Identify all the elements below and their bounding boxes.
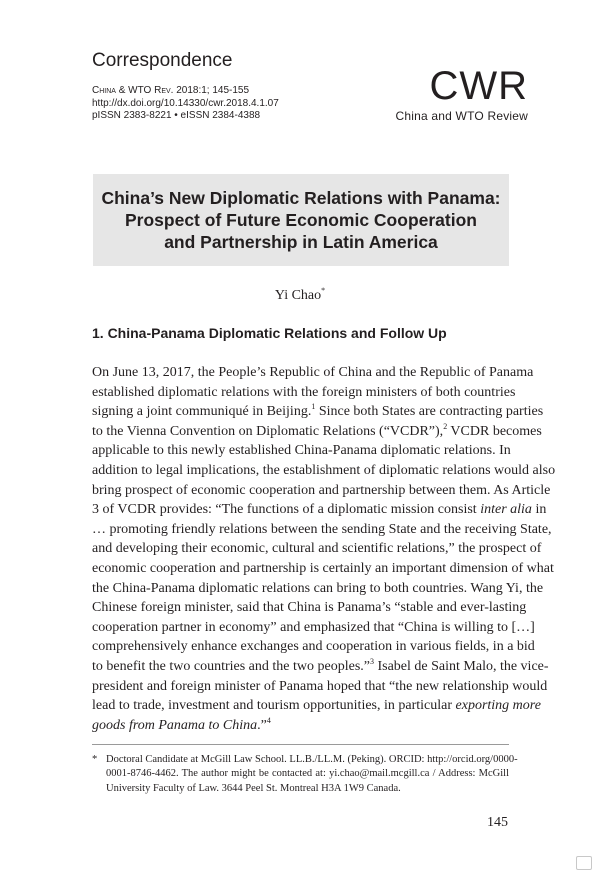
body-line: Chinese foreign minister, said that China is Panama’s “stable and ever-lasting [92,600,527,616]
body-line: signing a joint communiqué in Beijing.$^1$ Since both States are contracting parties [92,402,544,420]
author-name: Yi Chao [274,288,322,303]
footnote-line: Doctoral Candidate at McGill Law School. LL.B./LL.M. (Peking). ORCID: http://orcid.org/0000- [106,754,518,765]
body-line: 3 of VCDR provides: “The functions of a diplomatic mission consist inter alia in [92,502,547,518]
body-line: to benefit the two countries and the two peoples.”$^3$ Isabel de Saint Malo, the vice- [92,656,549,674]
doi-link[interactable]: http://dx.doi.org/10.14330/cwr.2018.4.1.07 [92,97,279,109]
journal-logo [396,66,529,124]
section-heading: 1. China-Panama Diplomatic Relations and Follow Up [92,325,447,341]
body-line: … promoting friendly relations between the sending State and the receiving State, [92,521,552,537]
body-line: goods from Panama to China.”$^4$ [92,715,271,733]
footnote-line: University Faculty of Law. 3644 Peel St. Montreal H3A 1W9 Canada. [106,782,401,794]
author-line [0,286,600,304]
body-line: economic cooperation and partnership is certainly an important dimension of what [92,560,554,576]
citation-block [92,85,279,123]
body-line: On June 13, 2017, the People’s Republic of China and the Republic of Panama [92,365,534,380]
journal-abbrev: China & WTO Rev. [92,85,174,96]
footnote-line: 0001-8746-4462. The author might be contacted at: yi.chao@mail.mcgill.ca / Address: McGill [106,768,509,780]
body-line: the China-Panama diplomatic relations can bring to both countries. Wang Yi, the [92,580,544,596]
author-footnote-marker[interactable]: * [321,286,326,295]
journal-volume: 2018:1; 145-155 [173,85,250,96]
footnote [92,753,518,796]
footnote-ref[interactable]: 2 [443,421,448,431]
journal-logo-subtitle: China and WTO Review [395,109,528,123]
body-line: bring prospect of economic cooperation and partnership between them. As Article [92,482,551,498]
body-line: addition to legal implications, the establishment of diplomatic relations would also [92,462,556,478]
body-line: cooperation partner in economy” and emphasized that “China is willing to […] [92,619,535,635]
body-line: to the Vienna Convention on Diplomatic Relations (“VCDR”),$^2$ VCDR becomes [92,421,542,439]
body-line: president and foreign minister of Panama hoped that “the new relationship would [92,678,548,694]
article-title [93,174,509,266]
footnote-divider [92,744,509,745]
journal-citation [92,85,279,98]
footnote-ref[interactable]: 4 [266,715,271,725]
body-line: and developing their economic, cultural and scientific relations,” the prospect of [92,541,542,557]
section-label: Correspondence [92,50,233,71]
body-line: applicable to this newly established China-Panama diplomatic relations. In [92,443,511,459]
journal-logo-mark: CWR [429,64,528,108]
title-line: and Partnership in Latin America [164,232,438,252]
title-line: China’s New Diplomatic Relations with Panama: [101,188,501,208]
body-line: comprehensively enhance exchanges and cooperation in various fields, in a bid [92,639,535,655]
footnote-ref[interactable]: 1 [311,402,316,412]
viewer-corner-icon [576,856,592,870]
title-line: Prospect of Future Economic Cooperation [125,210,477,230]
page-number: 145 [487,815,508,830]
footnote-ref[interactable]: 3 [369,656,374,666]
body-paragraph [92,363,556,735]
body-line: lead to trade, investment and tourism opportunities, in particular exporting more [92,698,541,714]
issn-line: pISSN 2383-8221 • eISSN 2384-4388 [92,110,261,121]
body-line: established diplomatic relations with the foreign ministers of both countries [92,384,516,400]
footnote-marker: * [92,754,98,765]
